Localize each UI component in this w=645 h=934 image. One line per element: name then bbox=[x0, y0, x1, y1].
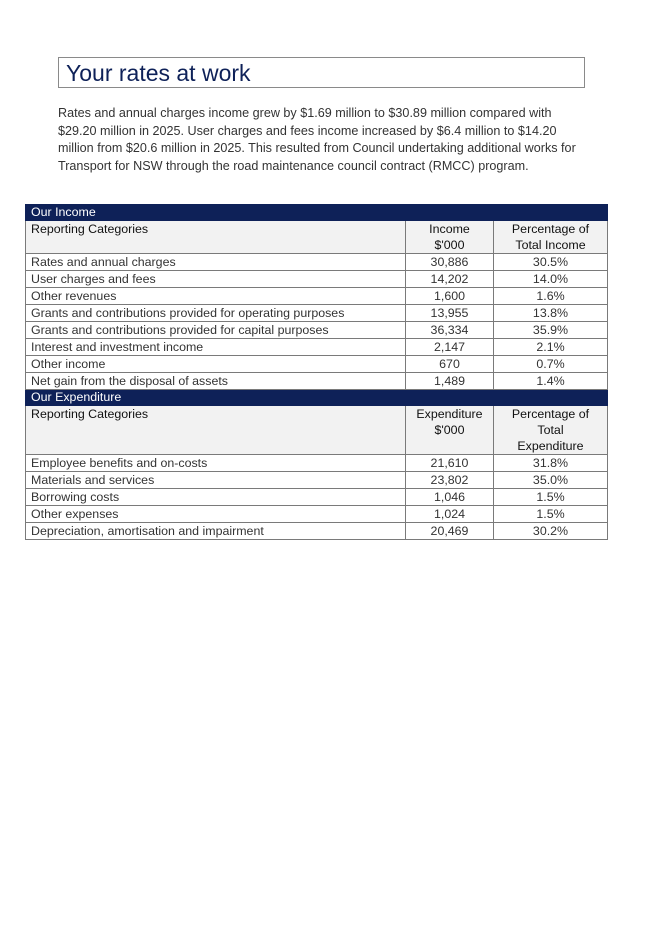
column-header-percentage: Percentage of Total Income bbox=[494, 221, 608, 254]
category-cell: Employee benefits and on-costs bbox=[26, 455, 406, 472]
category-cell: Borrowing costs bbox=[26, 489, 406, 506]
column-header-amount: Expenditure $'000 bbox=[406, 406, 494, 455]
amount-cell: 23,802 bbox=[406, 472, 494, 489]
table-row bbox=[26, 523, 608, 540]
table-row bbox=[26, 489, 608, 506]
category-cell: Rates and annual charges bbox=[26, 254, 406, 271]
amount-cell: 1,024 bbox=[406, 506, 494, 523]
income-section-label: Our Income bbox=[26, 205, 608, 221]
category-cell: Other expenses bbox=[26, 506, 406, 523]
category-cell: Net gain from the disposal of assets bbox=[26, 373, 406, 390]
table-row bbox=[26, 305, 608, 322]
percentage-cell: 14.0% bbox=[494, 271, 608, 288]
income-section-header bbox=[26, 205, 608, 221]
percentage-cell: 1.5% bbox=[494, 506, 608, 523]
category-cell: Grants and contributions provided for operating purposes bbox=[26, 305, 406, 322]
page-title-box bbox=[58, 57, 585, 88]
category-cell: Other income bbox=[26, 356, 406, 373]
percentage-cell: 35.0% bbox=[494, 472, 608, 489]
category-cell: Depreciation, amortisation and impairment bbox=[26, 523, 406, 540]
amount-cell: 14,202 bbox=[406, 271, 494, 288]
amount-cell: 30,886 bbox=[406, 254, 494, 271]
amount-cell: 36,334 bbox=[406, 322, 494, 339]
category-cell: Grants and contributions provided for capital purposes bbox=[26, 322, 406, 339]
expenditure-column-headers bbox=[26, 406, 608, 455]
table-row bbox=[26, 254, 608, 271]
percentage-cell: 30.5% bbox=[494, 254, 608, 271]
percentage-cell: 2.1% bbox=[494, 339, 608, 356]
table-row bbox=[26, 271, 608, 288]
category-cell: User charges and fees bbox=[26, 271, 406, 288]
amount-cell: 20,469 bbox=[406, 523, 494, 540]
table-row bbox=[26, 455, 608, 472]
percentage-cell: 30.2% bbox=[494, 523, 608, 540]
table-row bbox=[26, 322, 608, 339]
percentage-cell: 1.4% bbox=[494, 373, 608, 390]
income-column-headers bbox=[26, 221, 608, 254]
percentage-cell: 1.6% bbox=[494, 288, 608, 305]
category-cell: Other revenues bbox=[26, 288, 406, 305]
column-header-amount: Income $'000 bbox=[406, 221, 494, 254]
amount-cell: 1,600 bbox=[406, 288, 494, 305]
column-header-percentage: Percentage of Total Expenditure bbox=[494, 406, 608, 455]
table-row bbox=[26, 472, 608, 489]
table-row bbox=[26, 506, 608, 523]
amount-cell: 1,046 bbox=[406, 489, 494, 506]
category-cell: Interest and investment income bbox=[26, 339, 406, 356]
category-cell: Materials and services bbox=[26, 472, 406, 489]
column-header-category: Reporting Categories bbox=[26, 221, 406, 254]
percentage-cell: 13.8% bbox=[494, 305, 608, 322]
percentage-cell: 0.7% bbox=[494, 356, 608, 373]
amount-cell: 13,955 bbox=[406, 305, 494, 322]
income-expenditure-table bbox=[25, 204, 608, 540]
table-row bbox=[26, 356, 608, 373]
expenditure-section-label: Our Expenditure bbox=[26, 390, 608, 406]
percentage-cell: 1.5% bbox=[494, 489, 608, 506]
amount-cell: 2,147 bbox=[406, 339, 494, 356]
amount-cell: 670 bbox=[406, 356, 494, 373]
table-row bbox=[26, 339, 608, 356]
intro-paragraph: Rates and annual charges income grew by $1.69 million to $30.89 million compared with $29.20 million in 2025. User charges and fees income increased by $6.4 million to $14.20 million from $20.6 million in 2025. This resulted from Council undertaking additional works for Transport for NSW through the road maintenance council contract (RMCC) program. bbox=[58, 106, 576, 173]
page-title: Your rates at work bbox=[66, 60, 251, 86]
table-row bbox=[26, 373, 608, 390]
amount-cell: 1,489 bbox=[406, 373, 494, 390]
percentage-cell: 31.8% bbox=[494, 455, 608, 472]
expenditure-section-header bbox=[26, 390, 608, 406]
table-row bbox=[26, 288, 608, 305]
percentage-cell: 35.9% bbox=[494, 322, 608, 339]
amount-cell: 21,610 bbox=[406, 455, 494, 472]
column-header-category: Reporting Categories bbox=[26, 406, 406, 455]
